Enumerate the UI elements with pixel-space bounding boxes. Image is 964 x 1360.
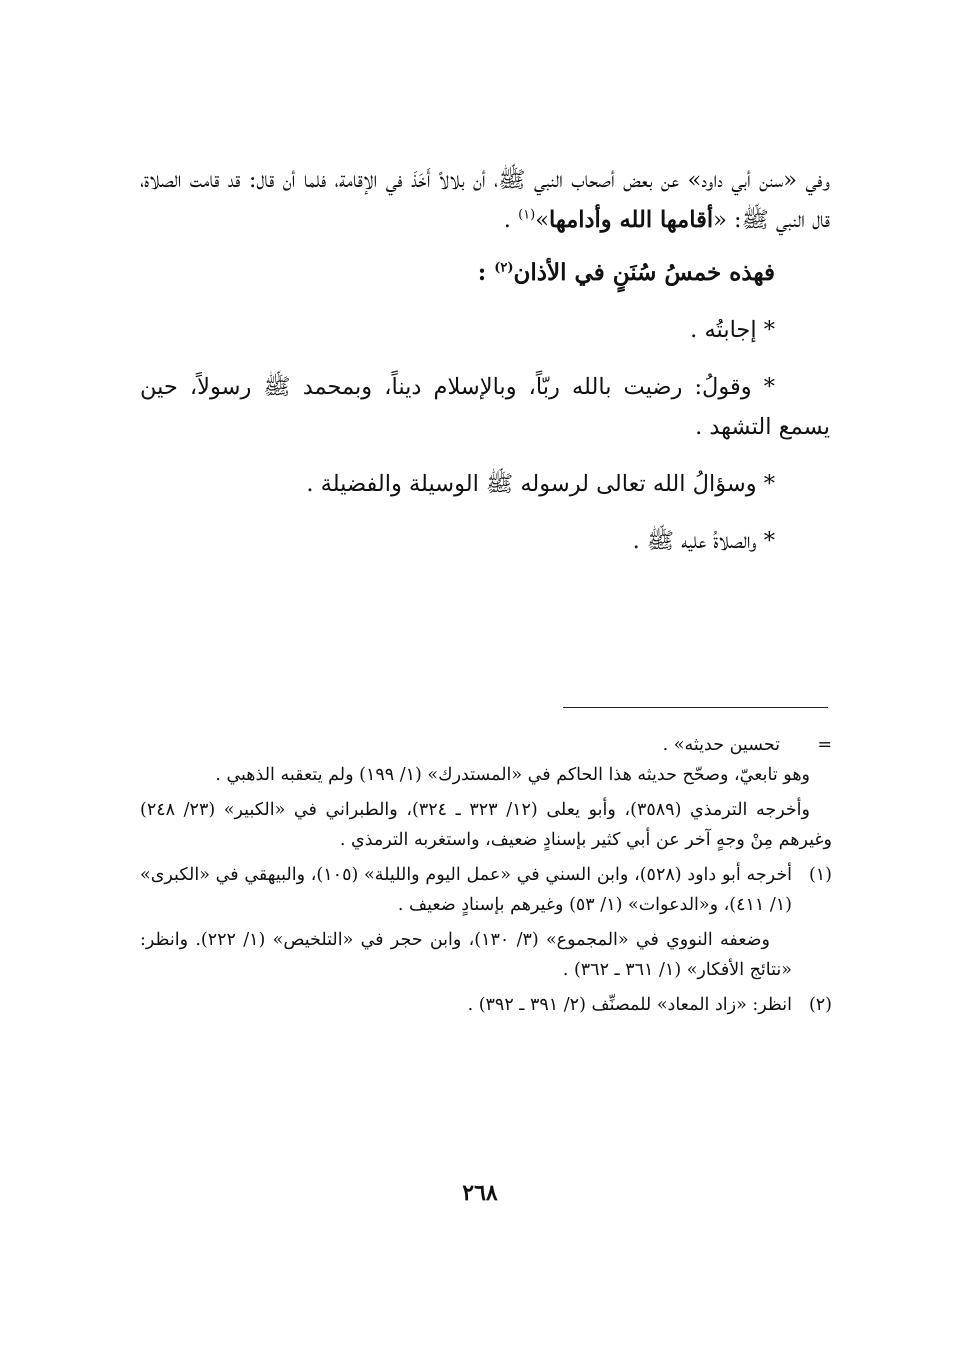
list-item: * والصلاةُ عليه ﷺ . [632, 528, 775, 554]
continuation-text: تحسين حديثه» . [662, 735, 780, 755]
paragraph-abu-dawud [140, 160, 830, 240]
list-item [140, 367, 830, 447]
prophet-quote: أقامها الله وأدامها [549, 207, 714, 233]
footnote-divider [563, 707, 828, 708]
footnote-ref-2[interactable]: (٢) [494, 260, 514, 276]
footnote-number: (٢) [808, 995, 832, 1015]
continuation-marker: = [817, 735, 832, 755]
paragraph-text: وفي «سنن أبي داود» عن بعض أصحاب النبي ﷺ، أن بلالاً أَخَذَ في الإقامة، فلما أن قال: قد قامت الصلاة، قال النبي ﷺ: « [140, 167, 830, 233]
footnote-2 [140, 990, 832, 1020]
footnote-paragraph: وهو تابعيّ، وصحّح حديثه هذا الحاكم في «المستدرك» (١/ ١٩٩) ولم يتعقبه الذهبي . [215, 765, 810, 785]
footnote-1 [140, 860, 832, 920]
page-number: ٢٦٨ [462, 1180, 498, 1206]
footnote-continuation [140, 730, 832, 760]
paragraph-end: . [503, 207, 519, 233]
footnote-text: انظر: «زاد المعاد» للمصنِّف (٢/ ٣٩١ ـ ٣٩٢) . [467, 995, 792, 1015]
section-heading [140, 253, 830, 293]
heading-text: فهذه خمسُ سُنَنٍ في الأذان [513, 259, 775, 286]
footnote-number: (١) [808, 865, 832, 885]
footnote-ref-1[interactable]: (١) [518, 207, 536, 223]
list-item-text: * وقولُ: رضيت بالله ربّاً، وبالإسلام ديناً، وبمحمد ﷺ رسولاً، حين يسمع التشهد . [140, 374, 830, 440]
footnote-text: أخرجه أبو داود (٥٢٨)، وابن السني في «عمل اليوم والليلة» (١٠٥)، والبيهقي في «الكبرى» (١/ ٤١١)، و«الدعوات» (١/ ٥٣) وغيرهم بإسنادٍ ضعيف . [140, 865, 793, 915]
quote-close: » [535, 207, 549, 233]
main-text [140, 160, 830, 561]
footnote-paragraph: وضعفه النووي في «المجموع» (٣/ ١٣٠)، وابن حجر في «التلخيص» (١/ ٢٢٢). وانظر: «نتائج الأفكار» (١/ ٣٦١ ـ ٣٦٢) . [140, 930, 792, 980]
heading-end: : [477, 259, 495, 286]
list-item: * وسؤالُ الله تعالى لرسوله ﷺ الوسيلة والفضيلة . [306, 471, 775, 497]
footnote-paragraph: وأخرجه الترمذي (٣٥٨٩)، وأبو يعلى (١٢/ ٣٢٣ ـ ٣٢٤)، والطبراني في «الكبير» (٢٣/ ٢٤٨) وغيرهم مِنْ وجهٍ آخر عن أبي كثير بإسنادٍ ضعيف، واستغربه الترمذي . [140, 800, 832, 850]
list-item: * إجابتُه . [690, 317, 775, 343]
footnotes [140, 730, 832, 1020]
